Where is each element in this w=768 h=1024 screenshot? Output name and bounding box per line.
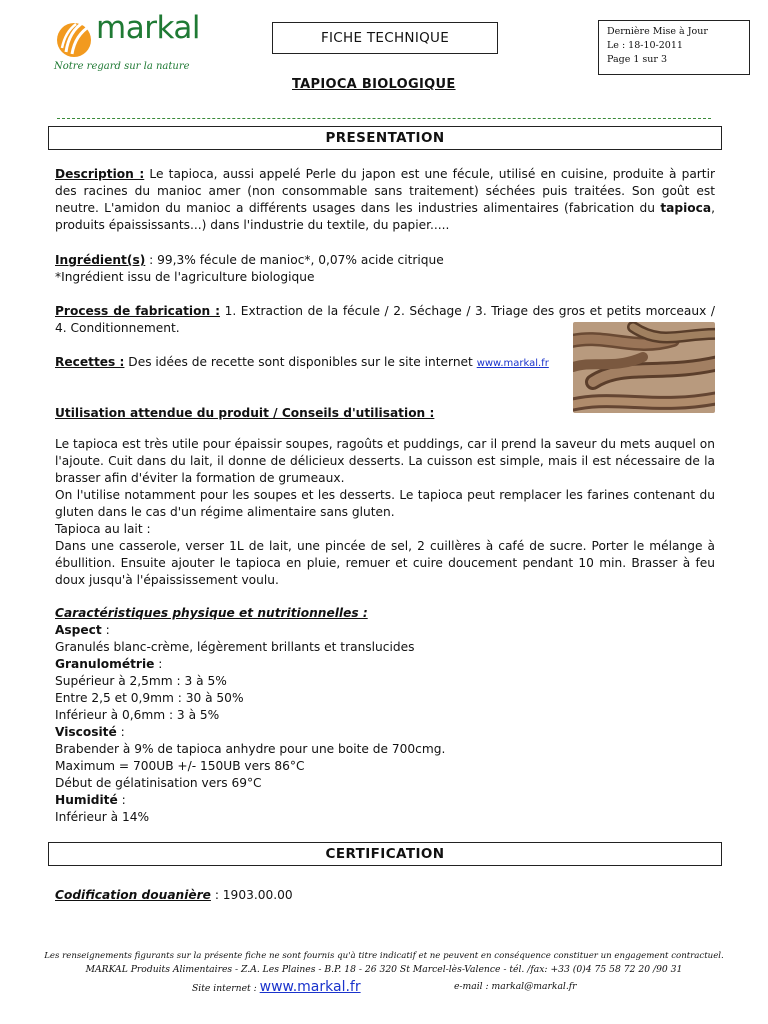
colon: :: [154, 657, 163, 671]
product-title: TAPIOCA BIOLOGIQUE: [292, 77, 456, 92]
colon: :: [101, 623, 110, 637]
divider: [57, 118, 711, 119]
colon: :: [117, 793, 126, 807]
codification-line: [55, 887, 293, 904]
utilisation-p4: Dans une casserole, verser 1L de lait, une pincée de sel, 2 cuillères à café de sucre. Porter le mélange à ébullition. Ensuite ajouter le tapioca en pluie, remuer et cuire doucement pendant 10 min. Brasser à feu doux jusqu'à l'épaississement voulu.: [55, 539, 715, 587]
granulometrie-line: Supérieur à 2,5mm : 3 à 5%: [55, 674, 227, 688]
ingredients-text: : 99,3% fécule de manioc*, 0,07% acide citrique: [145, 253, 444, 267]
footer-address: MARKAL Produits Alimentaires - Z.A. Les Plaines - B.P. 18 - 26 320 St Marcel-lès-Valence - tél. /fax: +33 (0)4 75 58 72 20 /90 31: [85, 964, 683, 975]
section-certification-heading: CERTIFICATION: [48, 842, 722, 866]
recettes-line: [55, 354, 565, 372]
brand-name: markal: [96, 10, 200, 46]
utilisation-heading: [55, 405, 434, 422]
update-info-box: [598, 20, 750, 75]
viscosite-line: Maximum = 700UB +/- 150UB vers 86°C: [55, 759, 305, 773]
humidite-text: Inférieur à 14%: [55, 810, 150, 824]
description-text-2: , produits épaississants...) dans l'industrie du textile, du papier.....: [55, 201, 715, 232]
ingredients-label: Ingrédient(s): [55, 253, 146, 267]
description-label: Description :: [55, 167, 145, 181]
manioc-roots-photo: [573, 322, 715, 413]
wheat-sun-icon: [54, 18, 98, 60]
description-text-1: Le tapioca, aussi appelé Perle du japon est une fécule, utilisé en cuisine, produite à partir des racines du manioc amer (non consommable sans traitement) séchées puis traitées. Son goût est neutre. L'amidon du manioc a différents usages dans les industries alimentaires (fabrication du: [55, 167, 715, 215]
footer-disclaimer: Les renseignements figurants sur la présente fiche ne sont fournis qu'à titre indicatif et ne peuvent en conséquence constituer un engagement contractuel.: [44, 951, 724, 961]
process-text: 1. Extraction de la fécule / 2. Séchage / 3. Triage des gros et petits morceaux / 4. Conditionnement.: [55, 304, 715, 335]
brand-tagline: Notre regard sur la nature: [54, 61, 190, 72]
recettes-link[interactable]: www.markal.fr: [476, 358, 549, 369]
page-number: Page 1 sur 3: [607, 54, 668, 65]
viscosite-line: Brabender à 9% de tapioca anhydre pour une boite de 700cmg.: [55, 742, 446, 756]
codification-text: : 1903.00.00: [210, 888, 293, 902]
colon: :: [116, 725, 125, 739]
footer-site-link[interactable]: www.markal.fr: [259, 979, 361, 995]
update-date: Le : 18-10-2011: [607, 40, 683, 51]
ingredients-block: [55, 252, 715, 286]
viscosite-line: Début de gélatinisation vers 69°C: [55, 776, 262, 790]
doc-type-box: FICHE TECHNIQUE: [272, 22, 498, 54]
ingredients-note: *Ingrédient issu de l'agriculture biologique: [55, 270, 315, 284]
footer-site-label: Site internet :: [192, 983, 260, 994]
recettes-text: Des idées de recette sont disponibles sur le site internet: [124, 355, 477, 369]
aspect-label: Aspect: [55, 623, 102, 637]
humidite-label: Humidité: [55, 793, 118, 807]
caracteristiques-heading: Caractéristiques physique et nutritionnelles :: [55, 606, 368, 620]
granulometrie-line: Inférieur à 0,6mm : 3 à 5%: [55, 708, 220, 722]
granulometrie-line: Entre 2,5 et 0,9mm : 30 à 50%: [55, 691, 244, 705]
granulometrie-label: Granulométrie: [55, 657, 155, 671]
codification-label: Codification douanière: [55, 888, 211, 902]
process-label: Process de fabrication :: [55, 304, 220, 318]
footer-site-group: [192, 978, 361, 998]
update-label: Dernière Mise à Jour: [607, 26, 708, 37]
recettes-label: Recettes :: [55, 355, 125, 369]
footer-email[interactable]: e-mail : markal@markal.fr: [454, 981, 577, 992]
aspect-text: Granulés blanc-crème, légèrement brillants et translucides: [55, 640, 415, 654]
description-paragraph: [55, 166, 715, 234]
markal-logo: [52, 10, 212, 74]
viscosite-label: Viscosité: [55, 725, 117, 739]
caracteristiques-block: [55, 605, 715, 826]
utilisation-body: [55, 436, 715, 589]
utilisation-p3: Tapioca au lait :: [55, 522, 151, 536]
section-presentation-heading: PRESENTATION: [48, 126, 722, 150]
utilisation-heading-text: Utilisation attendue du produit / Conseils d'utilisation :: [55, 406, 435, 420]
description-bold-word: tapioca: [660, 201, 712, 215]
utilisation-p2: On l'utilise notamment pour les soupes et les desserts. Le tapioca peut remplacer les farines contenant du gluten dans le cas d'un régime alimentaire sans gluten.: [55, 488, 715, 519]
utilisation-p1: Le tapioca est très utile pour épaissir soupes, ragoûts et puddings, car il prend la saveur du mets auquel on l'ajoute. Cuit dans du lait, il donne de délicieux desserts. La cuisson est simple, mais il est nécessaire de la brasser afin d'éviter la formation de grumeaux.: [55, 437, 715, 485]
